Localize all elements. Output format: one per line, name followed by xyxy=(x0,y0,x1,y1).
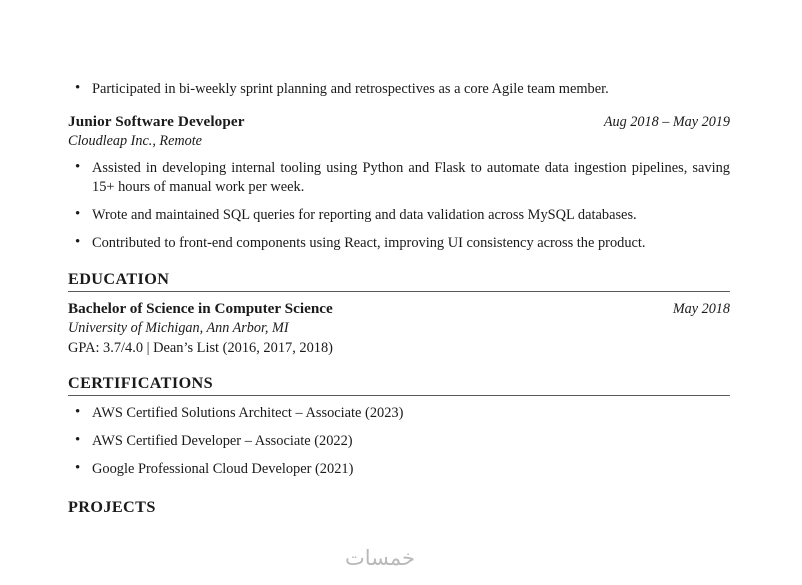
certifications-section xyxy=(68,374,730,479)
resume-body xyxy=(68,80,730,519)
list-item: • AWS Certified Solutions Architect – Associate (2023) xyxy=(68,404,730,423)
section-divider xyxy=(68,395,730,396)
list-item: • Assisted in developing internal tooling using Python and Flask to automate data ingestion pipelines, saving 15+ hours of manual work per week. xyxy=(68,159,730,197)
education-header xyxy=(68,300,730,318)
list-item: • AWS Certified Developer – Associate (2022) xyxy=(68,432,730,451)
section-heading-education: EDUCATION xyxy=(68,270,170,289)
job-title: Junior Software Developer xyxy=(68,113,245,131)
education-degree: Bachelor of Science in Computer Science xyxy=(68,300,333,318)
education-school: University of Michigan, Ann Arbor, MI xyxy=(68,320,289,337)
education-date: May 2018 xyxy=(672,301,730,318)
education-section xyxy=(68,270,730,357)
experience-bullet-list xyxy=(68,159,730,253)
list-item: • Contributed to front-end components using React, improving UI consistency across the product. xyxy=(68,234,730,253)
experience-header xyxy=(68,113,730,131)
projects-section xyxy=(68,498,730,519)
section-heading-projects: PROJECTS xyxy=(68,498,156,517)
list-item: • Participated in bi-weekly sprint planning and retrospectives as a core Agile team member. xyxy=(68,80,730,99)
education-gpa: GPA: 3.7/4.0 | Dean’s List (2016, 2017, 2018) xyxy=(68,340,333,357)
experience-entry xyxy=(68,113,730,253)
job-dates: Aug 2018 – May 2019 xyxy=(603,114,730,131)
continued-bullet-list xyxy=(68,80,730,99)
list-item: • Google Professional Cloud Developer (2021) xyxy=(68,460,730,479)
section-divider xyxy=(68,291,730,292)
section-heading-certifications: CERTIFICATIONS xyxy=(68,374,214,393)
list-item: • Wrote and maintained SQL queries for reporting and data validation across MySQL databases. xyxy=(68,206,730,225)
certifications-list xyxy=(68,404,730,479)
job-company: Cloudleap Inc., Remote xyxy=(68,133,202,150)
watermark: خمسات xyxy=(345,546,416,570)
